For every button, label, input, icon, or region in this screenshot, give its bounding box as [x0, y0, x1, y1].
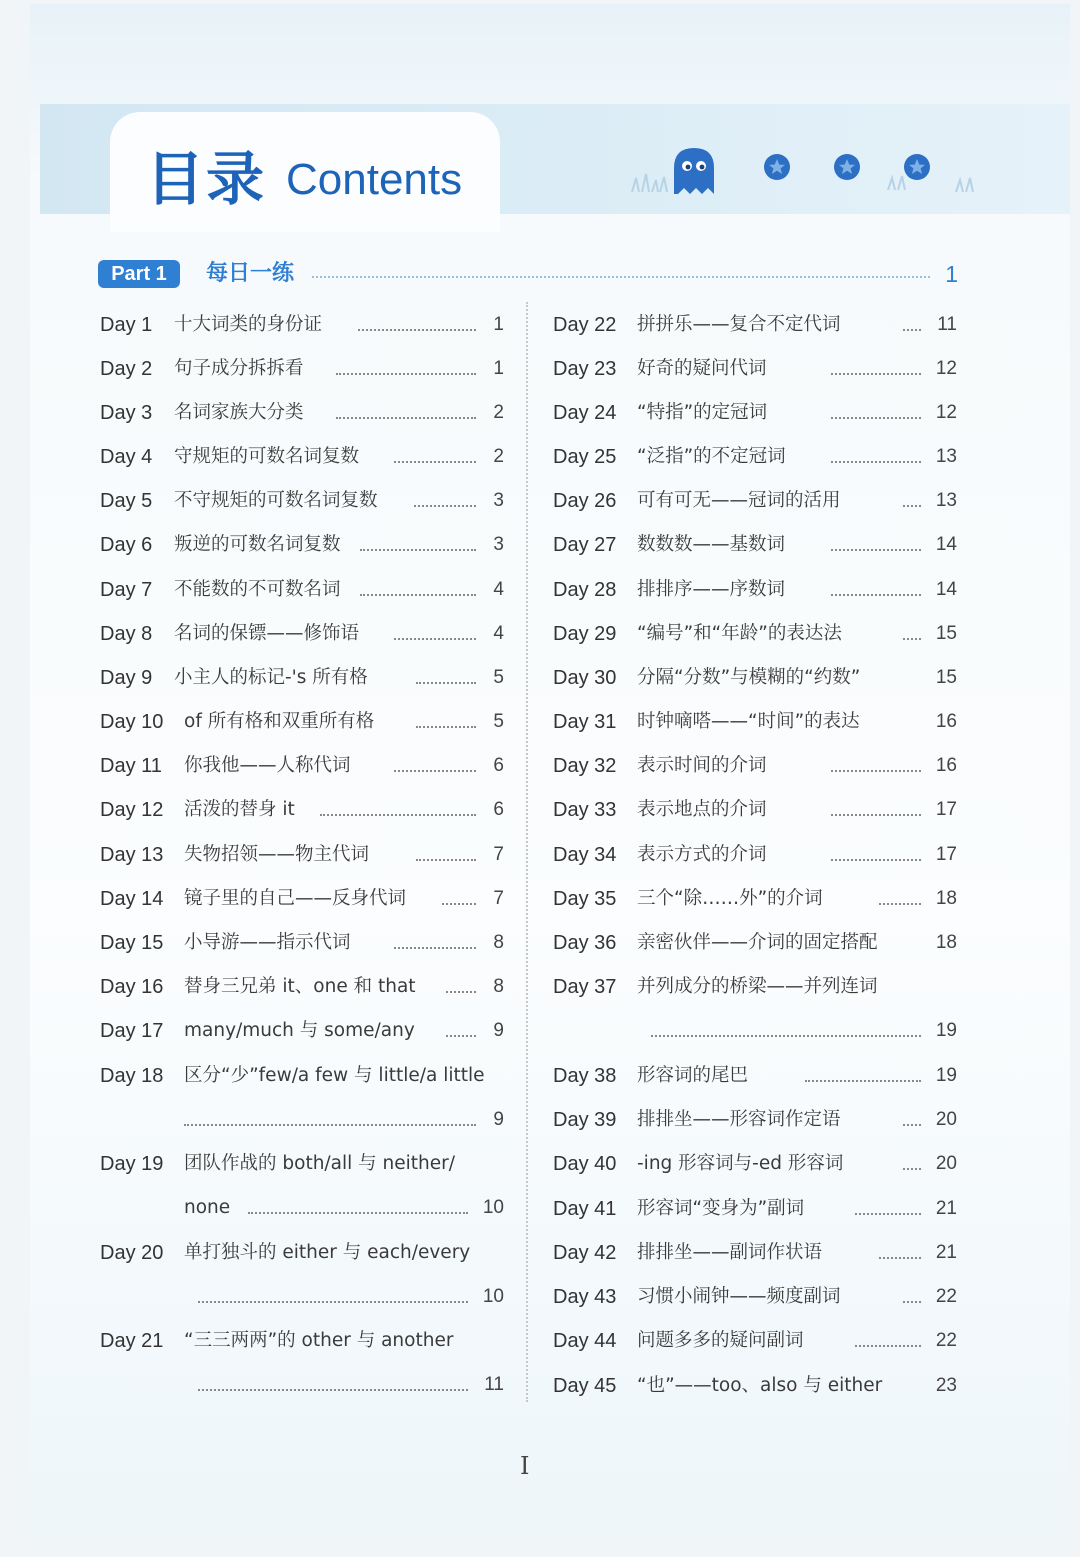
day-label: Day 25: [553, 446, 617, 468]
day-label: Day 43: [553, 1286, 617, 1308]
dot-leader: [198, 1301, 468, 1303]
page-number: 9: [493, 1109, 504, 1130]
toc-entry[interactable]: [553, 1326, 957, 1356]
toc-entry[interactable]: [100, 663, 504, 693]
page-number: 7: [493, 844, 504, 865]
part-page-number: 1: [945, 261, 958, 287]
entry-title: 句子成分拆拆看: [174, 358, 304, 379]
toc-entry[interactable]: [100, 1238, 504, 1312]
entry-title: 失物招领——物主代词: [184, 844, 370, 865]
day-label: Day 30: [553, 667, 617, 689]
page-number: 11: [484, 1374, 504, 1395]
toc-entry[interactable]: [553, 1105, 957, 1135]
page-number: 22: [935, 1330, 957, 1351]
day-label: Day 4: [100, 446, 153, 468]
dot-leader: [416, 682, 476, 684]
toc-entry[interactable]: [553, 928, 957, 958]
star-badge-icon: [762, 152, 792, 182]
dot-leader: [416, 726, 476, 728]
toc-entry[interactable]: [553, 1149, 957, 1179]
day-label: Day 32: [553, 755, 617, 777]
dot-leader: [394, 638, 476, 640]
day-label: Day 29: [553, 623, 617, 645]
toc-entry[interactable]: [100, 1016, 504, 1046]
entry-title: 亲密伙伴——介词的固定搭配: [637, 932, 878, 953]
dot-leader: [414, 505, 476, 507]
toc-entry[interactable]: [553, 1194, 957, 1224]
entry-title: 表示时间的介词: [637, 755, 767, 776]
toc-entry[interactable]: [553, 972, 957, 1046]
entry-title: 守规矩的可数名词复数: [174, 446, 360, 467]
dot-leader: [831, 417, 921, 419]
grass-icon: [886, 174, 910, 190]
page-number: 12: [935, 358, 957, 379]
toc-entry[interactable]: [553, 1061, 957, 1091]
day-label: Day 2: [100, 358, 153, 380]
entry-title: 叛逆的可数名词复数: [174, 534, 341, 555]
day-label: Day 27: [553, 534, 617, 556]
page-number: 18: [935, 932, 957, 953]
toc-entry[interactable]: [100, 442, 504, 472]
dot-leader: [248, 1212, 468, 1214]
entry-title: 分隔“分数”与模糊的“约数”: [637, 667, 861, 688]
entry-title: 活泼的替身 it: [184, 799, 295, 820]
toc-entry[interactable]: [100, 840, 504, 870]
entry-title: 可有可无——冠词的活用: [637, 490, 841, 511]
toc-entry[interactable]: [100, 1149, 504, 1223]
dot-leader: [903, 329, 921, 331]
dot-leader: [184, 1124, 476, 1126]
toc-entry[interactable]: [553, 840, 957, 870]
day-label: Day 14: [100, 888, 164, 910]
entry-title: 问题多多的疑问副词: [637, 1330, 804, 1351]
entry-title: “特指”的定冠词: [637, 402, 768, 423]
entry-title: 好奇的疑问代词: [637, 358, 767, 379]
entry-title: -ing 形容词与-ed 形容词: [637, 1153, 844, 1174]
page-number: 13: [935, 490, 957, 511]
page-number: 7: [493, 888, 504, 909]
entry-title: 小主人的标记-'s 所有格: [174, 667, 368, 688]
part-heading[interactable]: [98, 258, 958, 290]
dot-leader: [446, 991, 476, 993]
page-number: 6: [493, 755, 504, 776]
entry-title: 单打独斗的 either 与 each/every: [184, 1242, 471, 1263]
toc-entry[interactable]: [100, 928, 504, 958]
dot-leader: [855, 1345, 921, 1347]
dot-leader: [903, 505, 921, 507]
entry-title: 形容词“变身为”副词: [637, 1198, 805, 1219]
day-label: Day 42: [553, 1242, 617, 1264]
page-number: 23: [935, 1375, 957, 1396]
dot-leader: [358, 329, 476, 331]
page-number: 17: [935, 799, 957, 820]
dot-leader: [651, 1035, 921, 1037]
day-label: Day 38: [553, 1065, 617, 1087]
page-number: 4: [493, 623, 504, 644]
page-number: 4: [493, 579, 504, 600]
dot-leader: [903, 1168, 921, 1170]
toc-entry[interactable]: [100, 619, 504, 649]
page-number: 3: [493, 534, 504, 555]
toc-entry[interactable]: [553, 795, 957, 825]
dot-leader: [831, 549, 921, 551]
page-number: 8: [493, 932, 504, 953]
title-english: Contents: [286, 155, 463, 204]
dot-leader: [394, 947, 476, 949]
day-label: Day 20: [100, 1242, 164, 1264]
toc-entry[interactable]: [553, 575, 957, 605]
toc-entry[interactable]: [553, 1371, 957, 1401]
entry-title: 你我他——人称代词: [184, 755, 351, 776]
toc-entry[interactable]: [100, 795, 504, 825]
page-number: 15: [935, 667, 957, 688]
day-label: Day 40: [553, 1153, 617, 1175]
entry-title: 表示方式的介词: [637, 844, 767, 865]
part-title: 每日一练: [206, 261, 295, 286]
dot-leader: [831, 770, 921, 772]
page-number: 8: [493, 976, 504, 997]
day-label: Day 19: [100, 1153, 164, 1175]
entry-title: many/much 与 some/any: [184, 1020, 415, 1041]
dot-leader: [831, 594, 921, 596]
day-label: Day 44: [553, 1330, 617, 1352]
toc-entry[interactable]: [100, 972, 504, 1002]
toc-entry[interactable]: [553, 751, 957, 781]
page-number: 14: [935, 534, 957, 555]
entry-title: 名词的保镖——修饰语: [174, 623, 360, 644]
day-label: Day 21: [100, 1330, 164, 1352]
dot-leader: [198, 1389, 468, 1391]
page-number: 13: [935, 446, 957, 467]
page-number: 16: [935, 755, 957, 776]
day-label: Day 18: [100, 1065, 164, 1087]
day-label: Day 28: [553, 579, 617, 601]
day-label: Day 45: [553, 1375, 617, 1397]
page-number: 20: [935, 1153, 957, 1174]
day-label: Day 36: [553, 932, 617, 954]
toc-entry[interactable]: [100, 486, 504, 516]
grass-icon: [954, 176, 978, 192]
page-number: 5: [493, 667, 504, 688]
dot-leader: [879, 1257, 921, 1259]
page-number: 11: [937, 314, 957, 335]
day-label: Day 34: [553, 844, 617, 866]
toc-entry[interactable]: [100, 1061, 504, 1135]
dot-leader: [831, 461, 921, 463]
dot-leader: [446, 1035, 476, 1037]
page-number: 10: [482, 1286, 504, 1307]
entry-title: 拼拼乐——复合不定代词: [637, 314, 841, 335]
page-number: 2: [493, 446, 504, 467]
page-number: 21: [935, 1242, 957, 1263]
page-number: 9: [493, 1020, 504, 1041]
toc-entry[interactable]: [100, 398, 504, 428]
day-label: Day 5: [100, 490, 153, 512]
page-number: 17: [935, 844, 957, 865]
page-number: 5: [493, 711, 504, 732]
page-number: 21: [935, 1198, 957, 1219]
page-number: 19: [935, 1065, 957, 1086]
entry-title: “三三两两”的 other 与 another: [184, 1330, 454, 1351]
dot-leader: [394, 461, 476, 463]
page-number: 1: [493, 358, 504, 379]
dot-leader: [831, 373, 921, 375]
toc-entry[interactable]: [553, 398, 957, 428]
entry-title: 三个“除……外”的介词: [637, 888, 823, 909]
day-label: Day 13: [100, 844, 164, 866]
toc-entry[interactable]: [100, 354, 504, 384]
entry-title: 十大词类的身份证: [174, 314, 323, 335]
toc-entry[interactable]: [100, 575, 504, 605]
entry-title: 习惯小闹钟——频度副词: [637, 1286, 841, 1307]
day-label: Day 3: [100, 402, 153, 424]
toc-entry[interactable]: [553, 707, 957, 737]
day-label: Day 37: [553, 976, 617, 998]
day-label: Day 8: [100, 623, 153, 645]
toc-entry[interactable]: [553, 310, 957, 340]
toc-entry[interactable]: [100, 1326, 504, 1400]
entry-title: 排排序——序数词: [637, 579, 786, 600]
day-label: Day 6: [100, 534, 153, 556]
day-label: Day 10: [100, 711, 164, 733]
dot-leader: [831, 814, 921, 816]
dot-leader: [855, 1213, 921, 1215]
toc-entry[interactable]: [553, 486, 957, 516]
dot-leader: [442, 903, 476, 905]
entry-title: 排排坐——副词作状语: [637, 1242, 823, 1263]
toc-entry[interactable]: [100, 707, 504, 737]
page-number: 22: [935, 1286, 957, 1307]
day-label: Day 35: [553, 888, 617, 910]
star-badge-icon: [832, 152, 862, 182]
dot-leader: [336, 373, 476, 375]
column-divider: [526, 302, 528, 1402]
entry-title: 镜子里的自己——反身代词: [184, 888, 407, 909]
toc-entry[interactable]: [100, 751, 504, 781]
day-label: Day 31: [553, 711, 617, 733]
dot-leader: [903, 638, 921, 640]
day-label: Day 15: [100, 932, 164, 954]
day-label: Day 26: [553, 490, 617, 512]
toc-entry[interactable]: [553, 1282, 957, 1312]
dot-leader: [416, 859, 476, 861]
dot-leader: [805, 1080, 921, 1082]
page-number: 20: [935, 1109, 957, 1130]
entry-title: “也”——too、also 与 either: [637, 1375, 883, 1396]
dot-leader: [903, 1124, 921, 1126]
day-label: Day 9: [100, 667, 153, 689]
toc-entry[interactable]: [553, 1238, 957, 1268]
entry-title: 替身三兄弟 it、one 和 that: [184, 976, 416, 997]
entry-title: 名词家族大分类: [174, 402, 304, 423]
toc-entry[interactable]: [553, 442, 957, 472]
page-number: 1: [493, 314, 504, 335]
title-chinese: 目录: [146, 145, 267, 213]
day-label: Day 24: [553, 402, 617, 424]
page-number: 18: [935, 888, 957, 909]
day-label: Day 33: [553, 799, 617, 821]
toc-entry[interactable]: [553, 663, 957, 693]
toc-entry[interactable]: [100, 310, 504, 340]
entry-title: 排排坐——形容词作定语: [637, 1109, 841, 1130]
day-label: Day 23: [553, 358, 617, 380]
entry-title: 数数数——基数词: [637, 534, 786, 555]
toc-entry[interactable]: [100, 884, 504, 914]
day-label: Day 16: [100, 976, 164, 998]
page-number: 14: [935, 579, 957, 600]
page-number: 3: [493, 490, 504, 511]
entry-title: 表示地点的介词: [637, 799, 767, 820]
day-label: Day 11: [100, 755, 162, 777]
toc-entry[interactable]: [553, 530, 957, 560]
grass-icon: [630, 172, 670, 192]
day-label: Day 39: [553, 1109, 617, 1131]
day-label: Day 41: [553, 1198, 617, 1220]
day-label: Day 22: [553, 314, 617, 336]
entry-title: 并列成分的桥梁——并列连词: [637, 976, 878, 997]
dot-leader: [831, 859, 921, 861]
toc-entry[interactable]: [553, 354, 957, 384]
entry-title: 时钟嘀嗒——“时间”的表达: [637, 711, 860, 732]
dot-leader: [336, 417, 476, 419]
entry-title: 小导游——指示代词: [184, 932, 351, 953]
dot-leader: [360, 549, 476, 551]
part-badge: Part 1: [98, 260, 180, 288]
toc-entry[interactable]: [553, 619, 957, 649]
page-number: 12: [935, 402, 957, 423]
day-label: Day 12: [100, 799, 164, 821]
page-number: 6: [493, 799, 504, 820]
dot-leader: [360, 594, 476, 596]
toc-entry[interactable]: [100, 530, 504, 560]
page-number: 19: [935, 1020, 957, 1041]
entry-title: 团队作战的 both/all 与 neither/: [184, 1153, 455, 1174]
entry-title: 区分“少”few/a few 与 little/a little: [184, 1065, 485, 1086]
entry-title-continued: none: [184, 1197, 231, 1218]
page-number: 10: [482, 1197, 504, 1218]
entry-title: 形容词的尾巴: [637, 1065, 749, 1086]
entry-title: “编号”和“年龄”的表达法: [637, 623, 842, 644]
page-number: 2: [493, 402, 504, 423]
toc-entry[interactable]: [553, 884, 957, 914]
dot-leader: [879, 903, 921, 905]
page-footer-number: I: [520, 1452, 530, 1480]
page-number: 15: [935, 623, 957, 644]
day-label: Day 1: [100, 314, 153, 336]
dot-leader: [394, 770, 476, 772]
dot-leader: [903, 1301, 921, 1303]
day-label: Day 17: [100, 1020, 164, 1042]
day-label: Day 7: [100, 579, 153, 601]
entry-title: 不能数的不可数名词: [174, 579, 341, 600]
ghost-mascot-icon: [664, 142, 724, 202]
entry-title: “泛指”的不定冠词: [637, 446, 786, 467]
entry-title: of 所有格和双重所有格: [184, 711, 375, 732]
dot-leader: [320, 814, 476, 816]
dot-leader: [312, 276, 930, 278]
entry-title: 不守规矩的可数名词复数: [174, 490, 378, 511]
page-number: 16: [935, 711, 957, 732]
